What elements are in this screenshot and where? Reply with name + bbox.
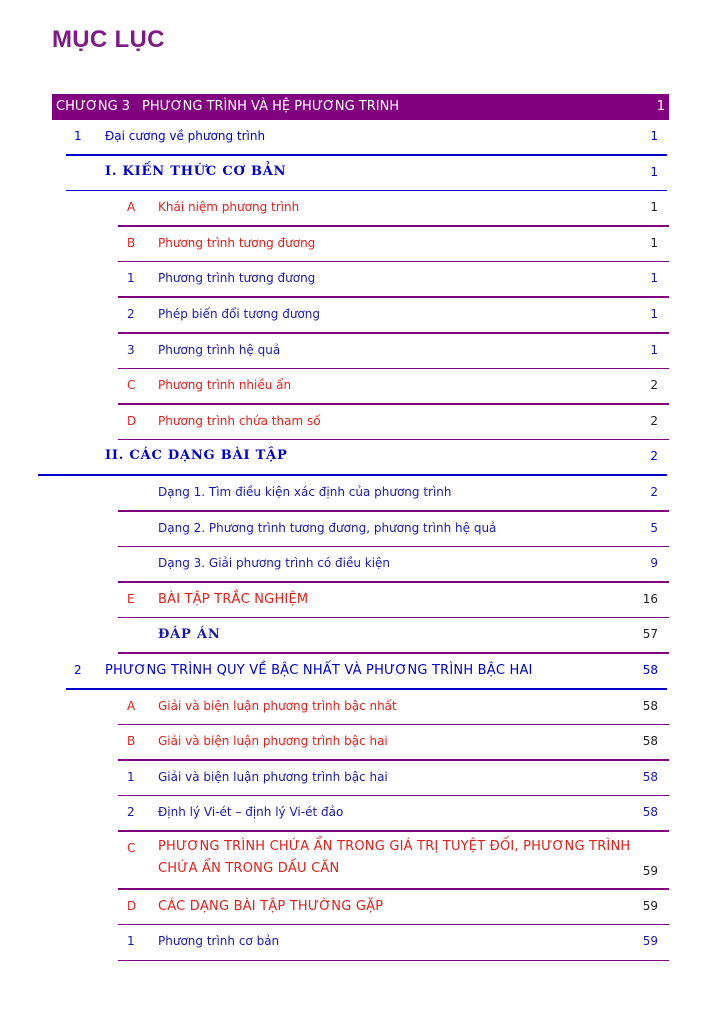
toc-entry-number: D — [127, 898, 137, 913]
chapter-page: 1 — [656, 99, 665, 114]
toc-entry-title[interactable]: Dạng 1. Tìm điều kiện xác định của phương trình — [158, 484, 452, 499]
toc-entry[interactable] — [0, 227, 725, 263]
toc-entry[interactable] — [0, 654, 725, 690]
toc-entry-page[interactable]: 1 — [650, 271, 658, 286]
toc-entry[interactable] — [0, 512, 725, 548]
toc-entry[interactable] — [0, 440, 725, 476]
toc-entry-title[interactable]: II. CÁC DẠNG BÀI TẬP — [105, 448, 288, 464]
toc-entry-page[interactable]: 1 — [650, 342, 658, 357]
toc-entry-page[interactable]: 2 — [650, 378, 658, 393]
toc-entry-number: 2 — [127, 805, 135, 820]
toc-entry-page[interactable]: 58 — [642, 698, 658, 713]
toc-entry-title[interactable]: Đại cương về phương trình — [105, 129, 266, 143]
toc-entry-page[interactable]: 2 — [650, 449, 658, 464]
toc-entry-number: B — [127, 734, 136, 749]
toc-entry-number: 3 — [127, 342, 135, 357]
toc-entry-page[interactable]: 58 — [642, 805, 658, 820]
toc-entry-number: A — [127, 200, 136, 215]
toc-entry[interactable] — [0, 796, 725, 832]
toc-entry-number: 2 — [74, 662, 82, 677]
chapter-title: PHƯƠNG TRÌNH VÀ HỆ PHƯƠNG TRINH — [142, 99, 400, 114]
toc-entry-title[interactable]: Phương trình tương đương — [158, 271, 316, 286]
toc-entry-title[interactable]: Định lý Vi-ét – định lý Vi-ét đảo — [158, 805, 344, 820]
toc-entry-number: C — [127, 840, 136, 855]
toc-entry[interactable] — [0, 476, 725, 512]
toc-entry-title[interactable]: I. KIẾN THỨC CƠ BẢN — [105, 163, 287, 179]
toc-entry-page[interactable]: 59 — [642, 898, 658, 913]
toc-entry-number: E — [127, 591, 135, 606]
toc-entry-page[interactable]: 1 — [650, 306, 658, 321]
toc-entry[interactable] — [0, 690, 725, 726]
toc-entry-page[interactable]: 9 — [650, 556, 658, 571]
toc-entry-page[interactable]: 1 — [650, 235, 658, 250]
toc-entry-title[interactable]: Khái niệm phương trình — [158, 200, 300, 215]
toc-entry[interactable] — [0, 369, 725, 405]
toc-entry[interactable] — [0, 583, 725, 619]
toc-entry-page[interactable]: 2 — [650, 484, 658, 499]
toc-entry-number: A — [127, 698, 136, 713]
toc-entry-title[interactable]: Giải và biện luận phương trình bậc nhất — [158, 698, 397, 713]
toc-entry-page[interactable]: 1 — [650, 129, 658, 143]
toc-entry-page[interactable]: 59 — [642, 863, 658, 878]
toc-entry-number: D — [127, 413, 137, 428]
toc-entry-title[interactable]: Phương trình cơ bản — [158, 934, 280, 949]
chapter-number: CHƯƠNG 3 — [56, 99, 131, 114]
toc-entry[interactable] — [0, 298, 725, 334]
toc-entry[interactable] — [0, 925, 725, 961]
toc-entry[interactable] — [0, 725, 725, 761]
toc-entry-page[interactable]: 58 — [642, 769, 658, 784]
toc-entry[interactable] — [0, 832, 725, 890]
toc-entry[interactable] — [0, 547, 725, 583]
toc-entry-number: 1 — [127, 769, 135, 784]
toc-entry-number: 1 — [127, 271, 135, 286]
toc-entry[interactable] — [0, 618, 725, 654]
toc-entry-title[interactable]: BÀI TẬP TRẮC NGHIỆM — [158, 591, 309, 607]
toc-divider — [118, 960, 669, 962]
toc-entry-page[interactable]: 58 — [642, 662, 658, 677]
toc-entry-page[interactable]: 2 — [650, 413, 658, 428]
toc-entry-number: 2 — [127, 306, 135, 321]
toc-entry-title[interactable]: Phương trình hệ quả — [158, 342, 281, 357]
toc-entry[interactable] — [0, 191, 725, 227]
toc-entry-page[interactable]: 1 — [650, 164, 658, 179]
toc-entry-title[interactable]: Giải và biện luận phương trình bậc hai — [158, 769, 388, 784]
toc-entry-title[interactable]: ĐÁP ÁN — [158, 627, 221, 643]
toc-entry-page[interactable]: 58 — [642, 734, 658, 749]
toc-entry-title[interactable]: PHƯƠNG TRÌNH QUY VỀ BẬC NHẤT VÀ PHƯƠNG TRÌNH BẬC HAI — [105, 662, 533, 678]
toc-entry-title[interactable]: Phương trình chứa tham số — [158, 413, 321, 428]
toc-entry-title[interactable]: Phương trình nhiều ẩn — [158, 378, 292, 393]
toc-entry-title[interactable]: Phương trình tương đương — [158, 235, 316, 250]
table-of-contents — [0, 120, 725, 961]
toc-entry-number: 1 — [74, 129, 82, 143]
chapter-header[interactable] — [52, 94, 669, 120]
toc-entry-title[interactable]: Phép biến đổi tương đương — [158, 306, 320, 321]
toc-entry[interactable] — [0, 120, 725, 156]
toc-entry-page[interactable]: 57 — [642, 627, 658, 642]
toc-entry-page[interactable]: 16 — [642, 591, 658, 606]
toc-entry[interactable] — [0, 262, 725, 298]
toc-entry-page[interactable]: 5 — [650, 520, 658, 535]
toc-entry-number: B — [127, 235, 136, 250]
toc-entry[interactable] — [0, 761, 725, 797]
toc-entry-page[interactable]: 59 — [642, 934, 658, 949]
toc-entry-number: C — [127, 378, 136, 393]
page-title: MỤC LỤC — [52, 26, 165, 53]
toc-entry[interactable] — [0, 156, 725, 192]
toc-entry[interactable] — [0, 334, 725, 370]
toc-entry-number: 1 — [127, 934, 135, 949]
toc-entry-title[interactable]: Giải và biện luận phương trình bậc hai — [158, 734, 388, 749]
toc-entry-title[interactable]: CÁC DẠNG BÀI TẬP THƯỜNG GẶP — [158, 898, 384, 914]
toc-entry-page[interactable]: 1 — [650, 200, 658, 215]
toc-entry-title[interactable]: PHƯƠNG TRÌNH CHỨA ẨN TRONG GIÁ TRỊ TUYỆT ĐỐI, PHƯƠNG TRÌNH CHỨA ẨN TRONG DẤU CĂN — [158, 838, 631, 876]
toc-entry[interactable] — [0, 890, 725, 926]
toc-entry-title[interactable]: Dạng 2. Phương trình tương đương, phương trình hệ quả — [158, 520, 497, 535]
toc-entry-title[interactable]: Dạng 3. Giải phương trình có điều kiện — [158, 556, 391, 571]
toc-entry[interactable] — [0, 405, 725, 441]
